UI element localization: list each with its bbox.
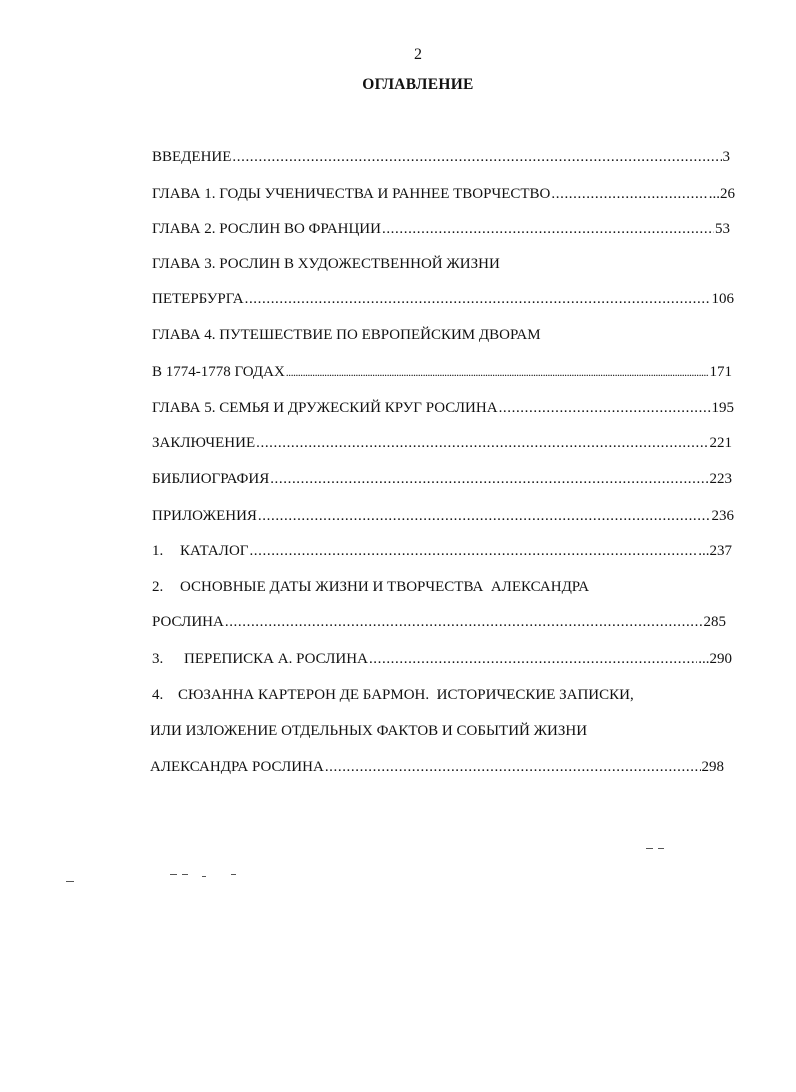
appendix-number: 1. xyxy=(152,543,164,559)
toc-entry-page: 285 xyxy=(703,614,726,630)
toc-entry-label: ПЕРЕПИСКА А. РОСЛИНА xyxy=(184,651,368,667)
toc-entry-label: ОСНОВНЫЕ ДАТЫ ЖИЗНИ И ТВОРЧЕСТВА АЛЕКСАНДРА xyxy=(180,579,590,595)
dot-leader xyxy=(225,611,703,633)
dot-leader xyxy=(270,468,708,490)
page-title: ОГЛАВЛЕНИЕ xyxy=(362,76,474,93)
toc-entry-page: 195 xyxy=(711,400,734,416)
dot-leader xyxy=(258,505,711,527)
toc-entry-conclusion[interactable] xyxy=(152,432,732,454)
scan-artifact xyxy=(658,848,664,849)
scan-artifact xyxy=(231,874,236,875)
toc-entry-appendix-4-line-2[interactable] xyxy=(150,720,587,742)
toc-entry-label: ПЕТЕРБУРГА xyxy=(152,291,244,307)
toc-entry-page: ...290 xyxy=(698,651,732,667)
toc-entry-label: ИЛИ ИЗЛОЖЕНИЕ ОТДЕЛЬНЫХ ФАКТОВ И СОБЫТИЙ ЖИЗНИ xyxy=(150,723,588,739)
toc-entry-appendix-4-line-3[interactable] xyxy=(150,756,724,778)
toc-entry-label: СЮЗАННА КАРТЕРОН ДЕ БАРМОН. ИСТОРИЧЕСКИЕ ЗАПИСКИ, xyxy=(178,687,634,703)
dot-leader xyxy=(325,756,701,778)
scan-artifact xyxy=(646,848,653,849)
scan-artifact xyxy=(182,874,188,875)
toc-entry-page: 223 xyxy=(709,471,732,487)
toc-entry-chapter-1[interactable] xyxy=(152,183,735,205)
toc-entry-label: В 1774-1778 ГОДАХ xyxy=(152,364,285,380)
toc-entry-page: 53 xyxy=(715,221,730,237)
toc-entry-chapter-5[interactable] xyxy=(152,397,734,419)
toc-entry-label: ГЛАВА 4. ПУТЕШЕСТВИЕ ПО ЕВРОПЕЙСКИМ ДВОРАМ xyxy=(152,327,541,343)
toc-entry-page: ...26 xyxy=(708,186,735,202)
dot-leader xyxy=(249,540,697,562)
toc-entry-page: 3 xyxy=(722,149,730,165)
toc-entry-appendix-3[interactable] xyxy=(152,648,732,670)
toc-entry-chapter-4-line-2[interactable] xyxy=(152,361,732,383)
dot-leader xyxy=(551,183,707,205)
dot-leader xyxy=(369,648,697,670)
toc-entry-label: ПРИЛОЖЕНИЯ xyxy=(152,508,257,524)
toc-entry-appendix-2-line-2[interactable] xyxy=(152,611,726,633)
toc-entry-appendix-1[interactable] xyxy=(152,540,732,562)
scan-artifact xyxy=(202,876,206,877)
toc-entry-chapter-3-line-1[interactable] xyxy=(152,253,500,275)
dot-leader xyxy=(245,288,711,310)
dot-leader xyxy=(382,218,714,240)
toc-entry-page: 221 xyxy=(709,435,732,451)
toc-entry-appendix-2-line-1[interactable] xyxy=(152,576,589,598)
toc-entry-label: ВВЕДЕНИЕ xyxy=(152,149,232,165)
toc-entry-chapter-2[interactable] xyxy=(152,218,730,240)
toc-entry-chapter-3-line-2[interactable] xyxy=(152,288,734,310)
toc-entry-bibliography[interactable] xyxy=(152,468,732,490)
scan-artifact xyxy=(170,874,177,875)
toc-entry-label: ГЛАВА 2. РОСЛИН ВО ФРАНЦИИ xyxy=(152,221,381,237)
page-number: 2 xyxy=(414,46,422,63)
toc-entry-label: КАТАЛОГ xyxy=(180,543,249,559)
dot-leader xyxy=(499,397,711,419)
appendix-number: 2. xyxy=(152,579,164,595)
toc-entry-label: РОСЛИНА xyxy=(152,614,224,630)
scan-artifact xyxy=(66,881,74,882)
dot-leader xyxy=(232,146,721,168)
toc-entry-chapter-4-line-1[interactable] xyxy=(152,324,541,346)
toc-entry-page: 298 xyxy=(701,759,724,775)
toc-entry-label: АЛЕКСАНДРА РОСЛИНА xyxy=(150,759,324,775)
appendix-number: 4. xyxy=(152,687,164,703)
dot-leader xyxy=(286,361,709,383)
appendix-number: 3. xyxy=(152,651,164,667)
toc-entry-label: БИБЛИОГРАФИЯ xyxy=(152,471,270,487)
toc-entry-appendix-4-line-1[interactable] xyxy=(152,684,634,706)
toc-entry-intro[interactable] xyxy=(152,146,730,168)
toc-entry-page: ...237 xyxy=(698,543,732,559)
toc-entry-page: 106 xyxy=(711,291,734,307)
dot-leader xyxy=(256,432,708,454)
toc-entry-label: ЗАКЛЮЧЕНИЕ xyxy=(152,435,256,451)
toc-entry-page: 171 xyxy=(709,364,732,380)
toc-entry-page: 236 xyxy=(711,508,734,524)
toc-entry-appendices[interactable] xyxy=(152,505,734,527)
toc-entry-label: ГЛАВА 1. ГОДЫ УЧЕНИЧЕСТВА И РАННЕЕ ТВОРЧЕСТВО xyxy=(152,186,551,202)
toc-entry-label: ГЛАВА 3. РОСЛИН В ХУДОЖЕСТВЕННОЙ ЖИЗНИ xyxy=(152,256,500,272)
toc-entry-label: ГЛАВА 5. СЕМЬЯ И ДРУЖЕСКИЙ КРУГ РОСЛИНА xyxy=(152,400,498,416)
